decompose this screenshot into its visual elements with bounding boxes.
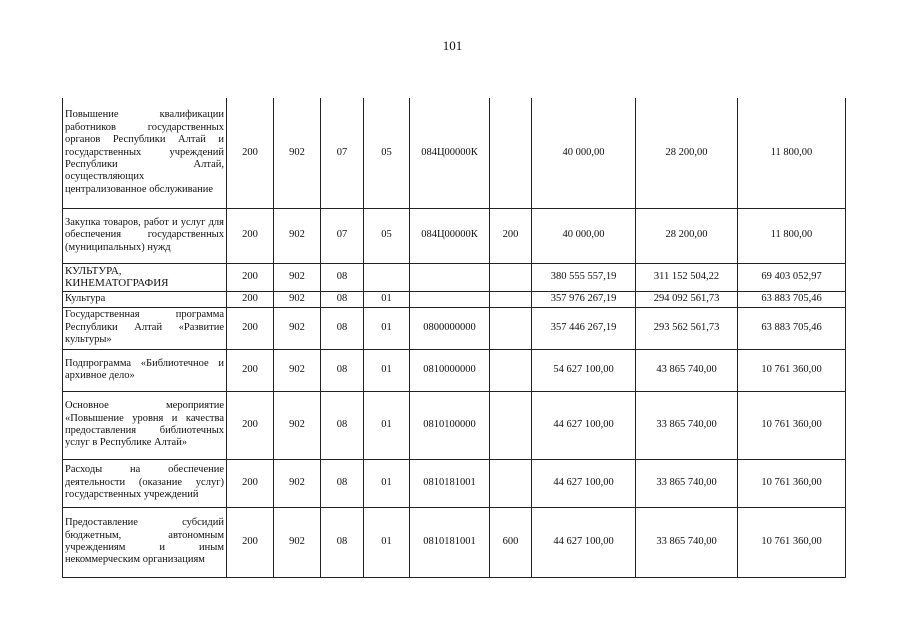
row-name: Расходы на обеспечение деятельности (оказание услуг) государственных учреждений (63, 459, 227, 507)
table-row (63, 507, 846, 577)
table-row (63, 307, 846, 349)
row-code: 200 (227, 98, 274, 208)
row-amount-3: 10 761 360,00 (738, 391, 846, 459)
row-ministry: 902 (274, 307, 321, 349)
row-target-article (410, 263, 490, 291)
row-amount-1: 357 446 267,19 (532, 307, 636, 349)
row-subsection: 01 (364, 349, 410, 391)
row-name: Повышение квалификации работников государственных органов Республики Алтай и государственных учреждений Республики Алтай, осуществляющих централизованное обслуживание (63, 98, 227, 208)
row-amount-1: 40 000,00 (532, 208, 636, 263)
row-amount-2: 33 865 740,00 (636, 391, 738, 459)
row-amount-3: 11 800,00 (738, 208, 846, 263)
row-subsection: 05 (364, 98, 410, 208)
row-section: 08 (321, 349, 364, 391)
row-target-article: 0810181001 (410, 507, 490, 577)
row-expense-type (490, 263, 532, 291)
row-ministry: 902 (274, 98, 321, 208)
row-name: Государственная программа Республики Алтай «Развитие культуры» (63, 307, 227, 349)
row-ministry: 902 (274, 459, 321, 507)
row-ministry: 902 (274, 263, 321, 291)
row-section: 08 (321, 459, 364, 507)
row-name: Закупка товаров, работ и услуг для обеспечения государственных (муниципальных) нужд (63, 208, 227, 263)
row-amount-3: 10 761 360,00 (738, 349, 846, 391)
row-amount-2: 28 200,00 (636, 208, 738, 263)
row-name: КУЛЬТУРА, КИНЕМАТОГРАФИЯ (63, 263, 227, 291)
row-amount-3: 11 800,00 (738, 98, 846, 208)
row-amount-3: 63 883 705,46 (738, 291, 846, 307)
row-name: Предоставление субсидий бюджетным, автономным учреждениям и иным некоммерческим организациям (63, 507, 227, 577)
row-name: Культура (63, 291, 227, 307)
row-target-article: 0800000000 (410, 307, 490, 349)
row-amount-1: 40 000,00 (532, 98, 636, 208)
row-target-article: 0810000000 (410, 349, 490, 391)
row-target-article (410, 291, 490, 307)
page-number: 101 (442, 38, 463, 53)
row-amount-3: 10 761 360,00 (738, 459, 846, 507)
row-expense-type: 600 (490, 507, 532, 577)
table-row (63, 98, 846, 208)
row-amount-2: 43 865 740,00 (636, 349, 738, 391)
row-code: 200 (227, 307, 274, 349)
row-section: 08 (321, 263, 364, 291)
row-subsection: 01 (364, 459, 410, 507)
budget-table (62, 98, 846, 578)
row-section: 08 (321, 391, 364, 459)
table-row (63, 391, 846, 459)
row-amount-2: 33 865 740,00 (636, 459, 738, 507)
row-amount-1: 357 976 267,19 (532, 291, 636, 307)
row-expense-type (490, 307, 532, 349)
row-subsection (364, 263, 410, 291)
row-target-article: 084Ц00000К (410, 98, 490, 208)
row-code: 200 (227, 391, 274, 459)
table-row (63, 263, 846, 291)
row-section: 08 (321, 307, 364, 349)
row-amount-1: 54 627 100,00 (532, 349, 636, 391)
row-section: 08 (321, 291, 364, 307)
row-target-article: 0810100000 (410, 391, 490, 459)
row-ministry: 902 (274, 507, 321, 577)
row-amount-3: 10 761 360,00 (738, 507, 846, 577)
row-target-article: 0810181001 (410, 459, 490, 507)
row-ministry: 902 (274, 349, 321, 391)
row-subsection: 01 (364, 507, 410, 577)
row-section: 07 (321, 98, 364, 208)
row-code: 200 (227, 291, 274, 307)
row-section: 07 (321, 208, 364, 263)
row-subsection: 05 (364, 208, 410, 263)
row-expense-type (490, 459, 532, 507)
row-amount-2: 294 092 561,73 (636, 291, 738, 307)
row-ministry: 902 (274, 208, 321, 263)
table-row (63, 291, 846, 307)
row-name: Подпрограмма «Библиотечное и архивное дело» (63, 349, 227, 391)
table-row (63, 349, 846, 391)
row-subsection: 01 (364, 307, 410, 349)
row-subsection: 01 (364, 391, 410, 459)
row-expense-type (490, 391, 532, 459)
row-amount-2: 293 562 561,73 (636, 307, 738, 349)
row-expense-type (490, 98, 532, 208)
row-expense-type (490, 291, 532, 307)
row-code: 200 (227, 459, 274, 507)
row-code: 200 (227, 349, 274, 391)
row-code: 200 (227, 208, 274, 263)
table-row (63, 459, 846, 507)
row-code: 200 (227, 507, 274, 577)
row-ministry: 902 (274, 391, 321, 459)
row-expense-type: 200 (490, 208, 532, 263)
row-subsection: 01 (364, 291, 410, 307)
row-amount-1: 44 627 100,00 (532, 459, 636, 507)
row-amount-3: 63 883 705,46 (738, 307, 846, 349)
row-amount-2: 28 200,00 (636, 98, 738, 208)
row-amount-3: 69 403 052,97 (738, 263, 846, 291)
table-body (63, 98, 846, 577)
row-target-article: 084Ц00000К (410, 208, 490, 263)
row-amount-1: 380 555 557,19 (532, 263, 636, 291)
row-ministry: 902 (274, 291, 321, 307)
row-amount-1: 44 627 100,00 (532, 391, 636, 459)
table-row (63, 208, 846, 263)
row-amount-2: 33 865 740,00 (636, 507, 738, 577)
row-amount-2: 311 152 504,22 (636, 263, 738, 291)
row-code: 200 (227, 263, 274, 291)
row-section: 08 (321, 507, 364, 577)
row-expense-type (490, 349, 532, 391)
row-amount-1: 44 627 100,00 (532, 507, 636, 577)
row-name: Основное мероприятие «Повышение уровня и качества предоставления библиотечных услуг в Республике Алтай» (63, 391, 227, 459)
